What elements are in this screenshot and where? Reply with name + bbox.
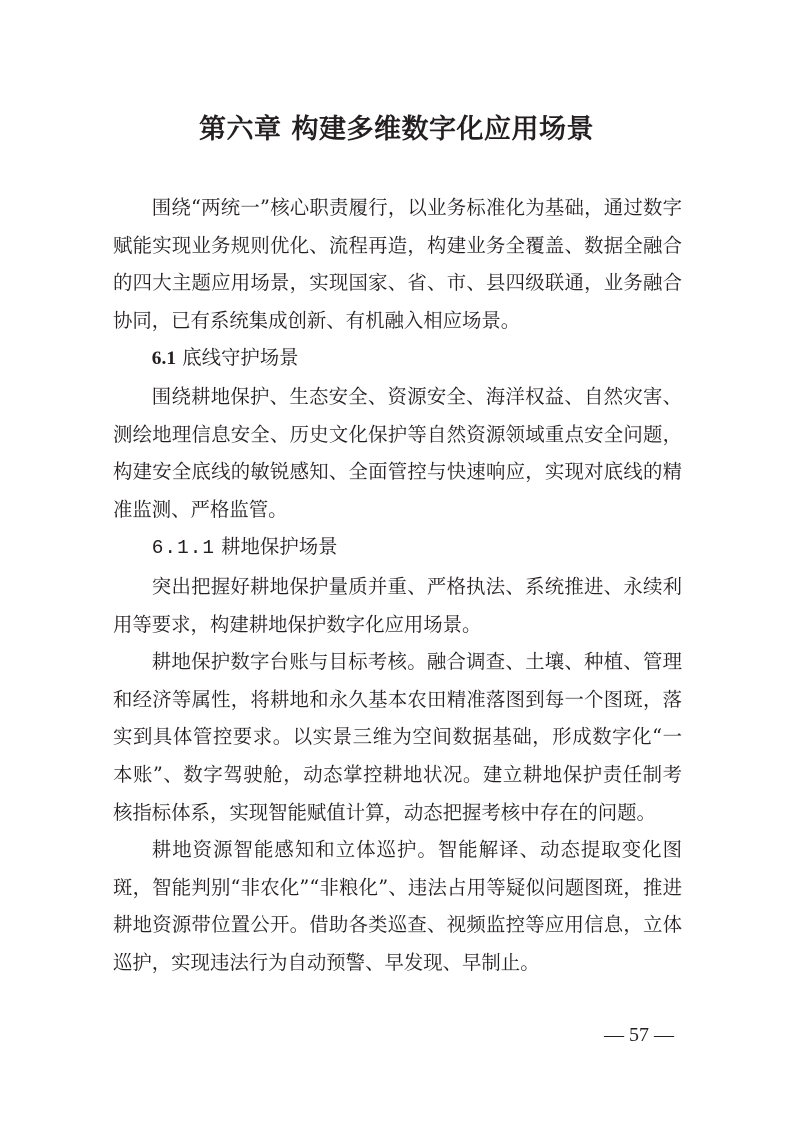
section-heading-6-1-1 [113, 528, 682, 568]
subsection-number: 6.1.1 [151, 537, 215, 560]
chapter-title: 第六章 构建多维数字化应用场景 [199, 114, 594, 145]
section-heading-6-1 [113, 339, 682, 378]
page-number: — 57 — [604, 1024, 674, 1046]
section-title: 底线守护场景 [182, 346, 299, 370]
subsection-paragraph: 耕地保护数字台账与目标考核。融合调查、土壤、种植、管理和经济等属性，将耕地和永久基本农田精准落图到每一个图斑，落实到具体管控要求。以实景三维为空间数据基础，形成数字化“一本账”、数字驾驶舱，动态掌控耕地状况。建立耕地保护责任制考核指标体系，实现智能赋值计算，动态把握考核中存在的问题。 [113, 650, 682, 824]
intro-paragraph: 围绕“两统一”核心职责履行，以业务标准化为基础，通过数字赋能实现业务规则优化、流程再造，构建业务全覆盖、数据全融合的四大主题应用场景，实现国家、省、市、县四级联通，业务融合协同，已有系统集成创新、有机融入相应场景。 [113, 196, 682, 332]
subsection-title: 耕地保护场景 [221, 535, 338, 559]
section-number: 6.1 [151, 348, 177, 370]
section-6-1-paragraph: 围绕耕地保护、生态安全、资源安全、海洋权益、自然灾害、测绘地理信息安全、历史文化保护等自然资源领域重点安全问题，构建安全底线的敏锐感知、全面管控与快速响应，实现对底线的精准监测、严格监管。 [113, 384, 682, 521]
body-text [113, 189, 682, 981]
subsection-paragraph: 耕地资源智能感知和立体巡护。智能解译、动态提取变化图斑，智能判别“非农化”“非粮化”、违法占用等疑似问题图斑，推进耕地资源带位置公开。借助各类巡查、视频监控等应用信息，立体巡护，实现违法行为自动预警、早发现、早制止。 [113, 838, 682, 974]
subsection-paragraph: 突出把握好耕地保护量质并重、严格执法、系统推进、永续利用等要求，构建耕地保护数字化应用场景。 [113, 574, 682, 636]
